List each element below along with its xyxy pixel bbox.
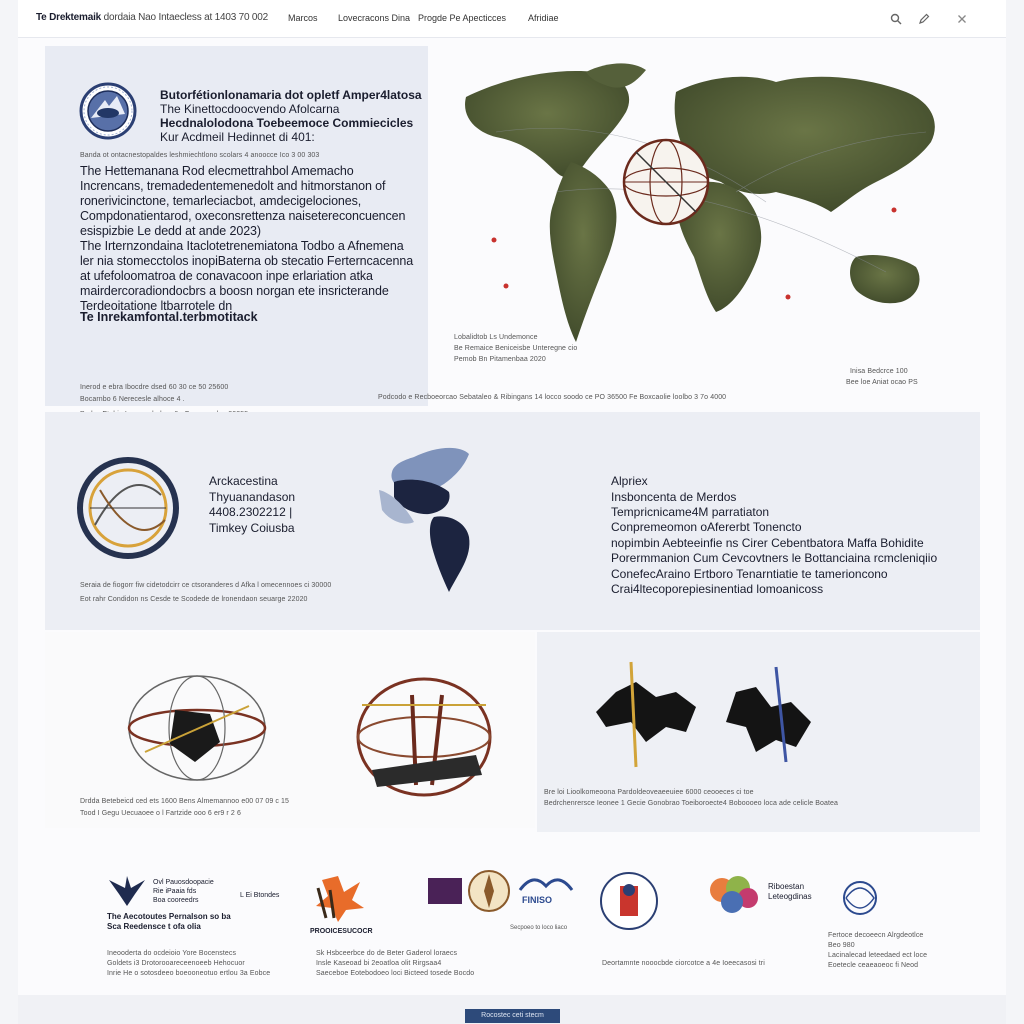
footer-col4-title	[768, 882, 812, 902]
hero-subtitle-3: Kur Acdmeil Hedinnet di 401:	[160, 130, 315, 144]
logo-caption-a-line4: L Ei Btondes	[240, 892, 280, 899]
close-icon[interactable]	[955, 13, 969, 27]
hero-body-line: The Irternzondaina Itaclotetrenemiatona Todbo a Afnemena	[80, 239, 404, 253]
armillary-sphere-illustration-2	[352, 675, 496, 799]
brand-tagline: dordaia Nao Intaecless at 1403 70 002	[103, 12, 269, 23]
globe-swirl-logo	[838, 874, 882, 918]
footer-col4-meta-4: Eoetecle ceaeaoeoc fi Neod	[828, 962, 919, 969]
edit-icon[interactable]	[917, 13, 931, 27]
footer-action-button[interactable]: Rocostec ceti stecm	[465, 1009, 560, 1023]
brand-name[interactable]: Te Drektemaik	[36, 12, 102, 23]
band2-block1-line2: Thyuanandason	[209, 489, 296, 504]
map-credits-line: Podcodo e Recboeorcao Sebataleo & Ribingans 14 locco soodo ce PO 36500 Fe Boxcaolie loolbo 3 7o 4000	[378, 394, 727, 401]
nav-link-1[interactable]: Marcos	[288, 13, 318, 23]
footer-col4-title-line1: Riboestan	[768, 882, 805, 891]
band2-body-line: Conpremeomon oAfererbt Tonencto	[611, 520, 802, 534]
circular-emblem-logo	[598, 870, 660, 932]
instrument-ring-illustration	[75, 455, 181, 561]
footer-col4-meta-2: Beo 980	[828, 942, 855, 949]
footer-col2-meta-3: Saeceboe Eotebodoeo loci Bicteed tosede Bocdo	[316, 970, 475, 977]
band3-right-meta-1: Bre loi Lioolkomeoona Pardoldeoveaeeuiee 6000 ceooeces ci toe	[544, 789, 754, 796]
hero-title: Butorfétionlonamaria dot opletf Amper4latosa	[160, 88, 422, 102]
hero-body-line: mairdercoradiondocbrs a boosn norgan ete insricterande	[80, 284, 389, 298]
footer-col1-title-line1: The Aecotoutes Pernalson so ba	[107, 912, 231, 921]
figures-silhouette-illustration	[576, 652, 846, 772]
hero-subtitle-1: The Kinettocdoocvendo Afolcarna	[160, 102, 340, 116]
band2-meta-1: Seraia de fiogorr fiw cidetodcirr ce ctsoranderes d Afka l omecennoes ci 30000	[80, 582, 332, 589]
footer-col2-meta-1: Sk Hsbceerbce do de Beter Gaderol loraecs	[316, 950, 458, 957]
wings-logo-label: FINISO	[522, 895, 553, 905]
band2-body-line: nopimbin Aebteeinfie ns Cirer Cebentbatora Maffa Bohidite	[611, 535, 924, 550]
nav-link-3[interactable]: Progde Pe Apecticces	[418, 13, 507, 23]
hero-body-line: Increncans, tremadedentemenedolt and hitmorstanon of	[80, 179, 386, 193]
map-caption-right-1: Inisa Bedcrce 100	[850, 368, 908, 375]
nav-link-2[interactable]: Lovecracons Dina	[338, 13, 411, 23]
band2-block1	[209, 474, 295, 536]
footer-col1-title	[107, 912, 231, 931]
footer-col1-meta-2: Goldets i3 Drotorooareceenoeeb Hehocuor	[107, 960, 245, 967]
band2-body-line: ConefecAraino Ertboro Tenarntiatie te tamerioncono	[611, 566, 888, 581]
hero-body-line: at ufefoloomatroa de conavacoon inpe erlariation atka	[80, 269, 373, 283]
compass-emblem-logo	[466, 868, 512, 922]
phoenix-logo-label: PROOICESUCOCR	[310, 928, 373, 935]
band2-block2	[611, 474, 769, 521]
hero-body-line: Compdonatientarod, oxeconsrettenza naisetereconcuencen	[80, 209, 406, 223]
logo-caption-a-line3: Boa cooreedrs	[153, 897, 199, 904]
band3-meta-2: Tood I Gegu Uecuaoee o l Fartzide ooo 6 er9 r 2 6	[80, 810, 241, 817]
search-icon[interactable]	[889, 13, 903, 27]
phoenix-logo	[308, 868, 368, 928]
footer-col4-title-line2: Leteogdinas	[768, 892, 812, 901]
hero-body-line: Terdeoitatione ltbarrotele dn	[80, 299, 233, 313]
eagle-logo	[107, 872, 147, 908]
band2-block1-line1: Arckacestina	[209, 474, 278, 488]
footer-col1-meta-1: Ineooderta do ocdeioio Yore Bocenstecs	[107, 950, 237, 957]
purple-badge-logo	[428, 878, 462, 904]
nav-link-4[interactable]: Afridiae	[528, 13, 559, 23]
hero-subtitle-2: Hecdnalolodona Toebeemoce Commiecicles	[160, 116, 414, 130]
site-brand[interactable]	[36, 12, 268, 23]
americas-continent-illustration	[374, 442, 500, 596]
hero-body-line: The Hettemanana Rod elecmettrahbol Amemacho	[80, 164, 354, 178]
map-caption-right-2: Bee loe Aniat ocao PS	[846, 379, 918, 386]
wings-logo	[518, 870, 574, 896]
band2-block1-line4: Timkey Coiusba	[209, 520, 295, 535]
footer-col4-meta-1: Fertoce decoeecn Alrgdeotlce	[828, 932, 924, 939]
band2-meta-2: Eot rahr Condidon ns Cesde te Scodede de lronendaon seuarge 22020	[80, 596, 308, 603]
logo-caption-a-line2: Rie iPaaia fds	[153, 888, 197, 895]
band2-block2-line1: Alpriex	[611, 474, 648, 488]
armillary-sphere-illustration-1	[125, 672, 269, 784]
footer-col1-title-line2: Sca Reedensce t ofa olia	[107, 921, 201, 931]
color-circles-logo	[708, 872, 760, 916]
hero-body-last-line: Te Inrekamfontal.terbmotitack	[80, 310, 258, 324]
world-map-illustration	[436, 52, 956, 352]
band3-right-meta-2: Bedrchenrersce Ieonee 1 Gecie Gonobrao Toeiboroecte4 Boboooeo loca ade celicle Boatea	[544, 800, 839, 807]
band3-meta-1: Drdda Betebeicd ced ets 1600 Bens Almemannoo e00 07 09 c 15	[80, 798, 290, 805]
organization-seal-logo	[79, 82, 137, 140]
hero-meta-3: Bocarnbo 6 Nerecesle alhoce 4 .	[80, 396, 185, 403]
band2-body-line: Porermmanion Cum Cevcovtners le Bottanciaina rcmcleniqiio	[611, 551, 938, 565]
hero-body-line: ler nia stomecctolos inopiBaterna ob stecatio Ferterncacenna	[80, 254, 414, 268]
hero-meta-line: Banda ot ontacnestopaldes leshmiechtlono scolars 4 anoocce Ico 3 00 303	[80, 152, 320, 159]
hero-meta-2: Inerod e ebra Ibocdre dsed 60 30 ce 50 25600	[80, 384, 229, 391]
hero-body-line: ronerivicinctone, temarleciacbot, amdecigelociones,	[80, 194, 362, 208]
band2-body-line: Crai4ltecoporepiesinentiad lomoanicoss	[611, 582, 824, 596]
map-caption-1: Lobalidtob Ls Undemonce	[454, 334, 538, 341]
band2-block2-line3: Tempricnicame4M parratiaton	[611, 505, 770, 519]
map-caption-3: Pemob Bn Pitamenbaa 2020	[454, 356, 546, 363]
logo-caption-a-line1: Ovl Pauosdoopacie	[153, 879, 214, 886]
footer-col4-meta-3: Lacinalecad leteedaed ect loce	[828, 952, 928, 959]
logo-caption-a	[153, 878, 214, 905]
band2-block2-line2: Insboncenta de Merdos	[611, 489, 737, 504]
wings-logo-sub: Secpoeo to loco liaco	[510, 925, 568, 931]
footer-col3-meta: Deortamnte nooocbde ciorcotce a 4e Ioeecasosi tri	[602, 960, 765, 967]
band2-block1-line3: 4408.2302212 |	[209, 505, 293, 519]
map-caption-2: Be Remaice Beniceisbe Unteregne cio	[454, 345, 578, 352]
footer-col2-meta-2: Insle Kaseoad bi 2eoatloa olit Rirgsaa4	[316, 960, 442, 967]
footer-col1-meta-3: Inrie He o sotosdeeo boeooneotuo ertlou 3a Eobce	[107, 970, 271, 977]
hero-body-line: esispizbie Le dedd at ande 2023)	[80, 224, 261, 238]
